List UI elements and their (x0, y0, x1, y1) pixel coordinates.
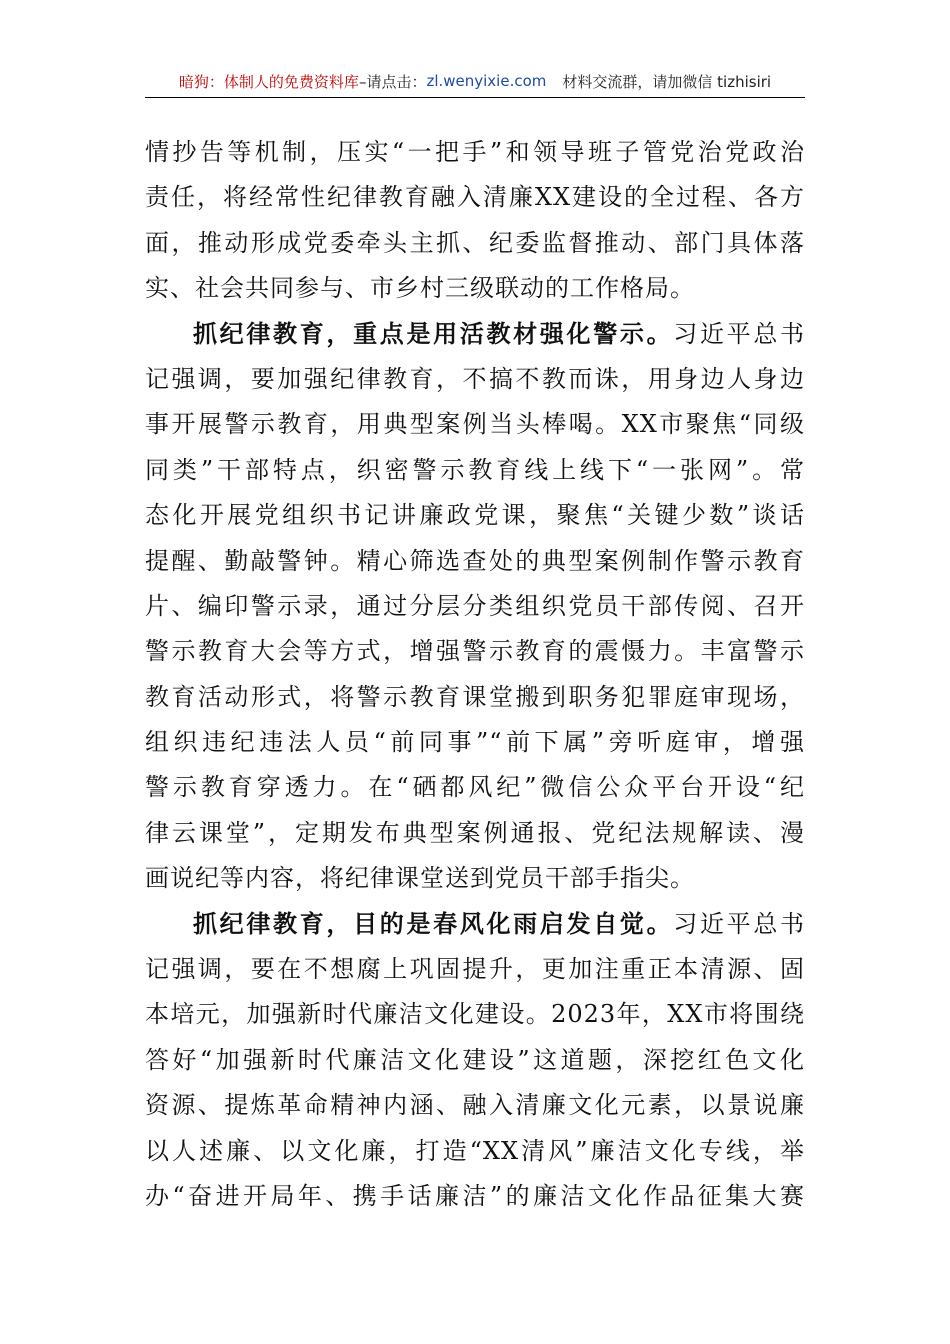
text-line: 责任，将经常性纪律教育融入清廉XX建设的全过程、各方 (145, 183, 805, 212)
text-line (145, 902, 805, 947)
text-line: 事开展警示教育，用典型案例当头棒喝。XX市聚焦“同级 (145, 410, 805, 439)
header-wechat: 材料交流群，请加微信 tizhisiri (562, 72, 772, 91)
paragraph-lead: 抓纪律教育，重点是用活教材强化警示。 (193, 319, 674, 348)
text-line: 记强调，要加强纪律教育，不搞不教而诛，用身边人身边 (145, 364, 805, 393)
text-line: 警示教育穿透力。在“硒都风纪”微信公众平台开设“纪 (145, 773, 805, 802)
text-line: 警示教育大会等方式，增强警示教育的震慑力。丰富警示 (145, 637, 805, 666)
text-line: 组织违纪违法人员“前同事”“前下属”旁听庭审，增强 (145, 728, 805, 757)
text-line: 面，推动形成党委牵头主抓、纪委监督推动、部门具体落 (145, 228, 805, 257)
text-line: 资源、提炼革命精神内涵、融入清廉文化元素，以景说廉 (145, 1091, 805, 1120)
text-line: 以人述廉、以文化廉，打造“XX清风”廉洁文化专线，举 (145, 1136, 805, 1165)
text-line: 办“奋进开局年、携手话廉洁”的廉洁文化作品征集大赛 (145, 1181, 805, 1210)
text-line: 画说纪等内容，将纪律课堂送到党员干部手指尖。 (145, 864, 695, 893)
paragraph-lead: 抓纪律教育，目的是春风化雨启发自觉。 (193, 909, 674, 938)
header-prompt: –请点击： (358, 72, 427, 91)
text-line: 实、社会共同参与、市乡村三级联动的工作格局。 (145, 274, 695, 303)
header-brand: 暗狗：体制人的免费资料库 (178, 72, 359, 91)
text-line: 情抄告等机制，压实“一把手”和领导班子管党治党政治 (145, 138, 805, 166)
paragraph-first-rest: 习近平总书 (673, 909, 806, 938)
paragraph-1 (145, 130, 805, 312)
text-line: 记强调，要在不想腐上巩固提升，更加注重正本清源、固 (145, 955, 805, 984)
text-line: 本培元，加强新时代廉洁文化建设。2023年，XX市将围绕 (145, 1000, 805, 1029)
text-line: 答好“加强新时代廉洁文化建设”这道题，深挖红色文化 (145, 1045, 805, 1074)
text-line: 态化开展党组织书记讲廉政党课，聚焦“关键少数”谈话 (145, 501, 805, 530)
header-divider (145, 97, 805, 98)
paragraph-3 (145, 902, 805, 1220)
text-line: 同类”干部特点，织密警示教育线上线下“一张网”。常 (145, 455, 805, 484)
text-line (145, 312, 805, 357)
page-header (145, 66, 805, 96)
text-line: 提醒、勤敲警钟。精心筛选查处的典型案例制作警示教育 (145, 546, 805, 575)
paragraph-2 (145, 312, 805, 902)
text-line: 教育活动形式，将警示教育课堂搬到职务犯罪庭审现场， (145, 682, 805, 711)
header-link[interactable]: zl.wenyixie.com (426, 72, 547, 90)
text-line: 律云课堂”，定期发布典型案例通报、党纪法规解读、漫 (145, 818, 805, 847)
document-body (145, 130, 805, 1219)
text-line: 片、编印警示录，通过分层分类组织党员干部传阅、召开 (145, 591, 805, 620)
paragraph-first-rest: 习近平总书 (673, 319, 806, 348)
